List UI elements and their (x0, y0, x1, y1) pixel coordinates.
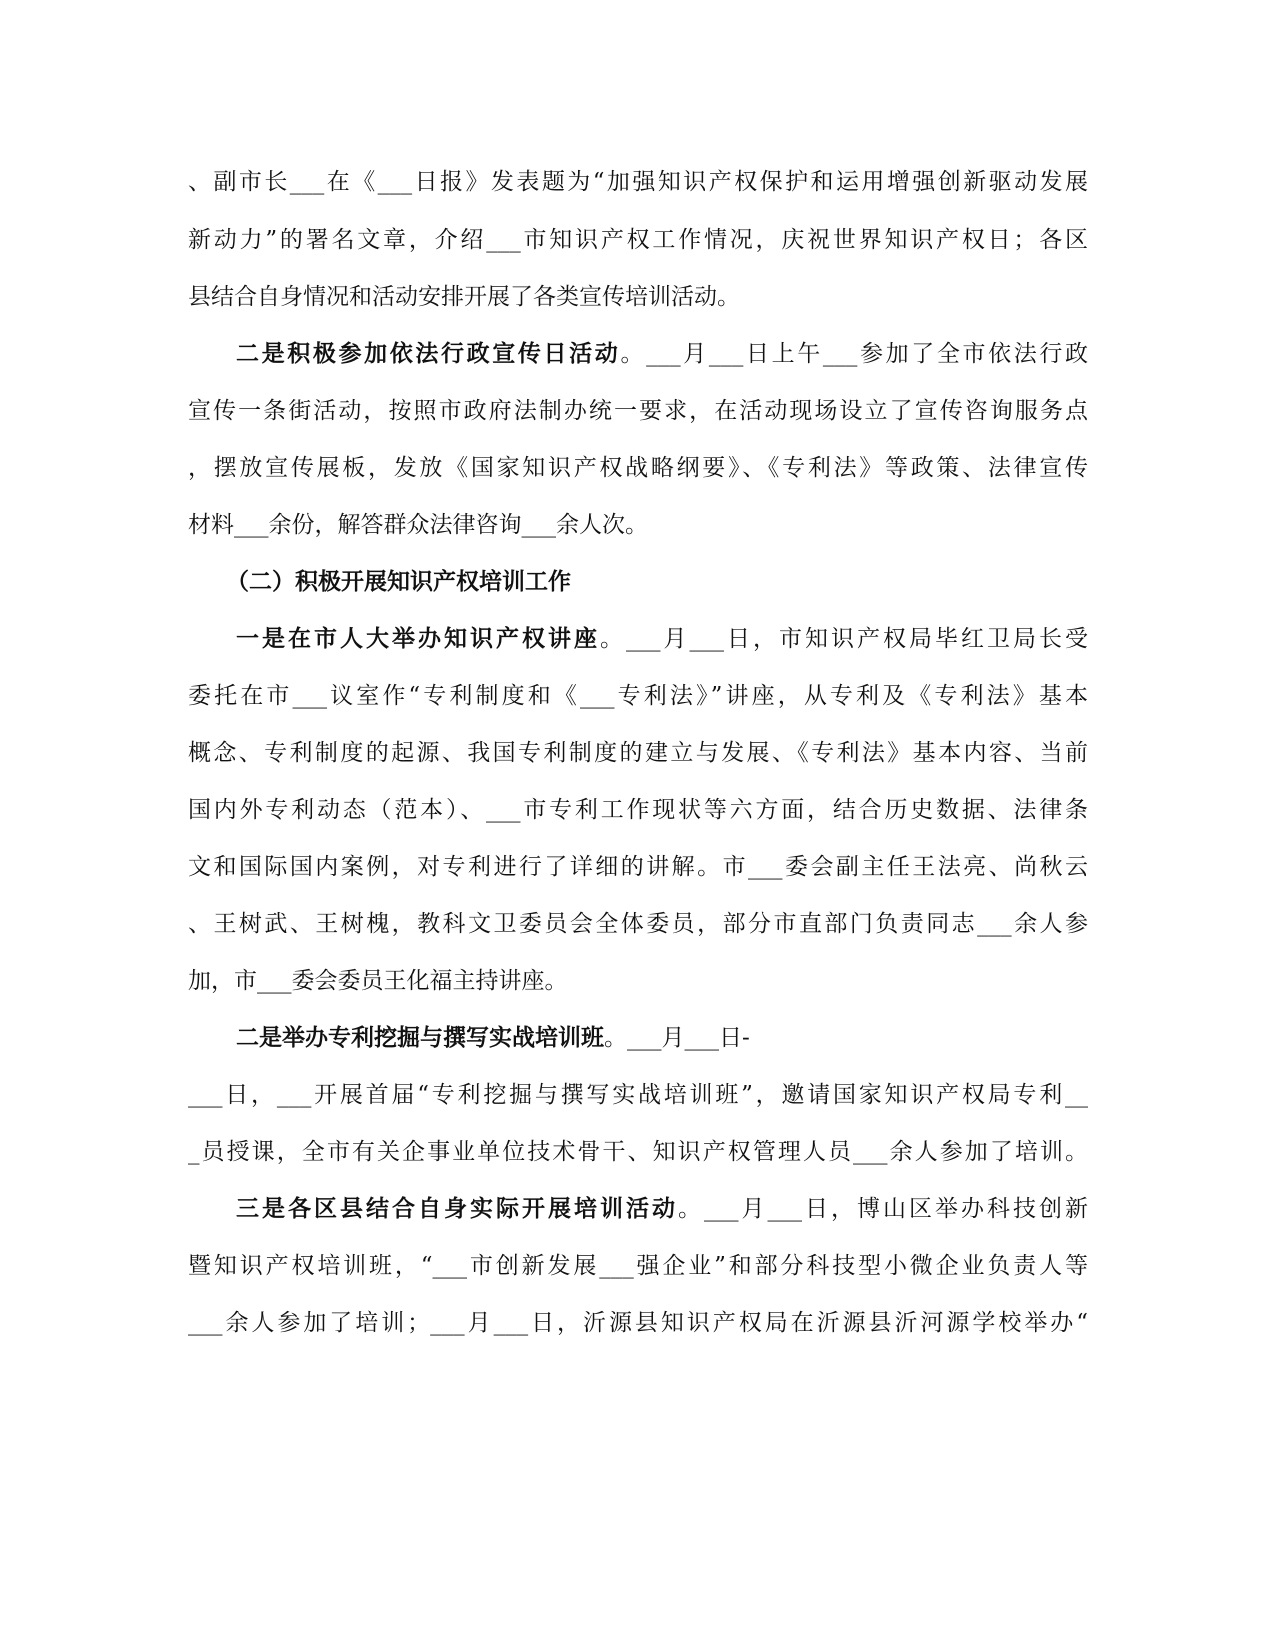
paragraph-line: ，摆放宣传展板，发放《国家知识产权战略纲要》、《专利法》等政策、法律宣传 (188, 455, 1088, 481)
paragraph-line (188, 619, 1088, 659)
paragraph-line: 新动力”的署名文章，介绍___市知识产权工作情况，庆祝世界知识产权日；各区 (188, 227, 1088, 253)
paragraph-text: 。___月___日上午___参加了全市依法行政 (620, 341, 1089, 367)
section-heading: （二）积极开展知识产权培训工作 (226, 568, 571, 595)
paragraph-line (188, 334, 1088, 374)
paragraph-line: 材料___余份，解答群众法律咨询___余人次。 (188, 512, 648, 538)
paragraph-line: 宣传一条街活动，按照市政府法制办统一要求，在活动现场设立了宣传咨询服务点 (188, 398, 1088, 424)
paragraph-line (188, 1018, 1088, 1058)
paragraph-text: 。___月___日，博山区举办科技创新 (678, 1196, 1088, 1222)
paragraph-line (188, 1189, 1088, 1229)
paragraph-text: 。___月___日- (604, 1025, 750, 1051)
paragraph-line: 暨知识产权培训班，“___市创新发展___强企业”和部分科技型小微企业负责人等 (188, 1253, 1088, 1279)
paragraph-line: 县结合自身情况和活动安排开展了各类宣传培训活动。 (188, 284, 740, 310)
paragraph-lead: 二是举办专利挖掘与撰写实战培训班 (236, 1024, 604, 1051)
paragraph-line: 委托在市___议室作“专利制度和《___专利法》”讲座，从专利及《专利法》基本 (188, 683, 1088, 709)
paragraph-line: 文和国际国内案例，对专利进行了详细的讲解。市___委会副主任王法亮、尚秋云 (188, 854, 1088, 880)
paragraph-line: 、副市长___在《___日报》发表题为“加强知识产权保护和运用增强创新驱动发展 (188, 169, 1088, 195)
paragraph-line: _员授课，全市有关企事业单位技术骨干、知识产权管理人员___余人参加了培训。 (188, 1139, 1088, 1165)
paragraph-line: 、王树武、王树槐，教科文卫委员会全体委员，部分市直部门负责同志___余人参 (188, 911, 1088, 937)
paragraph-lead: 一是在市人大举办知识产权讲座 (236, 625, 600, 652)
paragraph-lead: 二是积极参加依法行政宣传日活动 (236, 340, 621, 367)
paragraph-text: 。___月___日，市知识产权局毕红卫局长受 (600, 626, 1088, 652)
paragraph-line: ___余人参加了培训；___月___日，沂源县知识产权局在沂源县沂河源学校举办“ (188, 1310, 1088, 1336)
paragraph-line: 加，市___委会委员王化福主持讲座。 (188, 968, 568, 994)
paragraph-line: 国内外专利动态（范本）、___市专利工作现状等六方面，结合历史数据、法律条 (188, 797, 1088, 823)
paragraph-line: ___日，___开展首届“专利挖掘与撰写实战培训班”，邀请国家知识产权局专利__ (188, 1082, 1088, 1108)
paragraph-lead: 三是各区县结合自身实际开展培训活动 (236, 1195, 678, 1222)
paragraph-line: 概念、专利制度的起源、我国专利制度的建立与发展、《专利法》基本内容、当前 (188, 740, 1088, 766)
